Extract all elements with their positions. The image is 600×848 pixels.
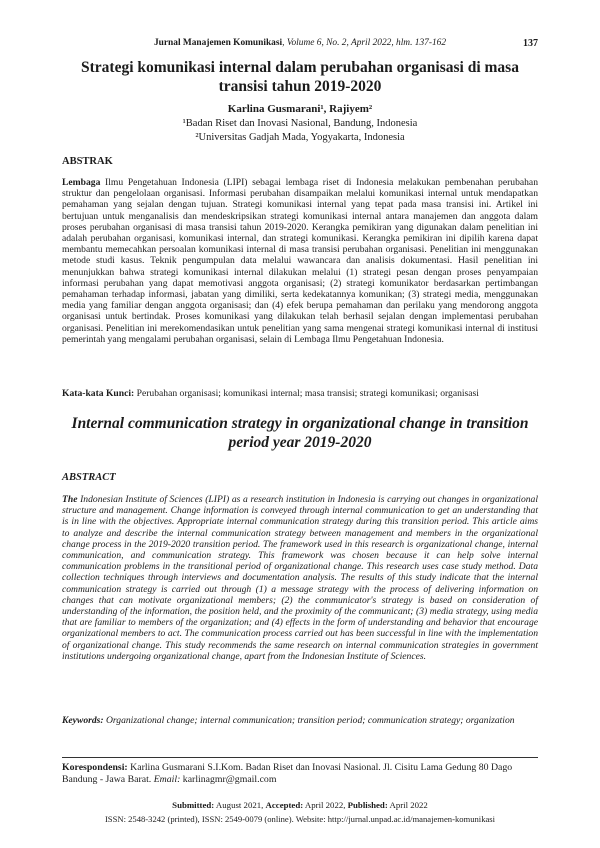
keywords-list: Organizational change; internal communication; transition period; communication strategy; organization [103,715,515,726]
correspondence [62,762,538,786]
keywords [62,715,538,726]
affiliation-2: ²Universitas Gadjah Mada, Yogyakarta, Indonesia [195,132,405,143]
page-number: 137 [523,38,538,49]
journal-details: , Volume 6, No. 2, April 2022, hlm. 137-162 [282,38,447,48]
abstrak-lead-word: Lembaga [62,177,101,188]
correspondence-address: Karlina Gusmarani S.I.Kom. Badan Riset dan Inovasi Nasional. Jl. Cisitu Lama Gedung 80 Dago Bandung - Jawa Barat. [62,762,513,785]
article-title-indonesian: Strategi komunikasi internal dalam perubahan organisasi di masa transisi tahun 2019-2020 [81,59,519,95]
correspondence-label: Korespondensi: [62,762,128,773]
published-label: Published: [347,800,388,810]
article-title-english: Internal communication strategy in organizational change in transition period year 2019-2020 [71,415,529,451]
abstrak-paragraph [62,177,538,345]
abstract-heading: ABSTRACT [62,472,116,483]
kata-kunci-list: Perubahan organisasi; komunikasi internal; masa transisi; strategi komunikasi; organisasi [134,388,479,399]
abstrak-heading: ABSTRAK [62,156,113,167]
accepted-date: April 2022, [303,800,348,810]
submitted-label: Submitted: [172,800,215,810]
abstrak-text: Ilmu Pengetahuan Indonesia (LIPI) sebagai lembaga riset di Indonesia melakukan pembenahan perubahan struktur dan pengelolaan organisasi. Informasi perubahan disampaikan melalui komunikasi internal untuk mendapatkan pemahaman yang sejalan dengan tujuan. Strategi komunikasi internal yang tepat pada masa transisi ini. Artikel ini bertujuan untuk menganalisis dan mendeskripsikan strategi komunikasi internal antara manajemen dan anggota dalam proses perubahan organisasi di masa transisi tahun 2019-2020. Kerangka pemikiran yang digunakan dalam penelitian ini adalah perubahan organisasi, komunikasi internal, dan strategi komunikasi. Kerangka pemikiran ini dipilih karena dapat membantu memecahkan persoalan komunikasi internal di masa transisi perubahan organisasi. Penelitian ini menggunakan metode studi kasus. Teknik pengumpulan data melalui wawancara dan analisis dokumentasi. Hasil penelitian ini menunjukkan bahwa strategi komunikasi internal dilakukan melalui (1) strategi pesan dengan proses penyampaian informasi perubahan yang dapat memotivasi anggota organisasi; (2) strategi komunikator berdasarkan pertimbangan pemahaman terhadap informasi, jabatan yang dimiliki, serta kedekatannya komunikan; (3) strategi media, menggunakan media yang familiar dengan anggota organisasi; dan (4) efek berupa pemahaman dan perilaku yang mendorong anggota organisasi untuk bertindak. Proses komunikasi yang dilakukan telah berhasil sejalan dengan implementasi perubahan organisasi. Penelitian ini merekomendasikan untuk penelitian yang sama mengenai strategi komunikasi internal di institusi pemerintah yang mengalami perubahan organisasi, selain di Lembaga Ilmu Pengetahuan Indonesia. [62,177,538,345]
email-address: karlinagmr@gmail.com [180,774,277,785]
footer-divider [62,757,538,758]
keywords-label: Keywords: [62,715,104,726]
accepted-label: Accepted: [265,800,304,810]
journal-name: Jurnal Manajemen Komunikasi [153,38,283,48]
submitted-date: August 2021, [214,800,266,810]
submission-dates [0,800,600,810]
published-date: April 2022 [387,800,428,810]
issn-line: ISSN: 2548-3242 (printed), ISSN: 2549-0079 (online). Website: http://jurnal.unpad.ac.id/manajemen-komunikasi [104,814,496,824]
abstract-paragraph [62,494,538,662]
email-label: Email: [153,774,181,785]
abstract-text: Indonesian Institute of Sciences (LIPI) as a research institution in Indonesia is carrying out changes in organizational structure and management. Change information is conveyed through internal communication to get an understanding that is in line with the objectives. Appropriate internal communication strategy during this transition period. This article aims to analyze and describe the internal communication strategy between management and members in the organizational change process in the 2019-2020 transition period. The framework used in this research is organizational change, internal communication, and communication strategy. This framework was chosen because it can help solve internal communication problems in the transitional period of organizational change. This research uses case study method. Data collection techniques through interviews and documentation analysis. The results of this study indicate that the internal communication strategy is carried out through (1) a message strategy with the process of delivering information on changes that can motivate organizational members; (2) the communicator's strategy is based on consideration of understanding of the information, the position held, and the proximity of the communicant; (3) media strategy, using media that are familiar to members of the organization; and (4) effects in the form of understanding and behavior that encourage organizational members to act. The communication process carried out has been successful in line with the implementation of organizational change. This study recommends the same research on internal communication strategies in government institutions undergoing organizational change, apart from the Indonesian Institute of Sciences. [62,494,538,662]
kata-kunci-label: Kata-kata Kunci: [62,388,135,399]
running-header [62,38,538,48]
author-list: Karlina Gusmarani¹, Rajiyem² [227,103,373,115]
abstract-lead-word: The [62,494,78,505]
kata-kunci [62,388,538,399]
affiliation-1: ¹Badan Riset dan Inovasi Nasional, Bandung, Indonesia [182,118,418,129]
